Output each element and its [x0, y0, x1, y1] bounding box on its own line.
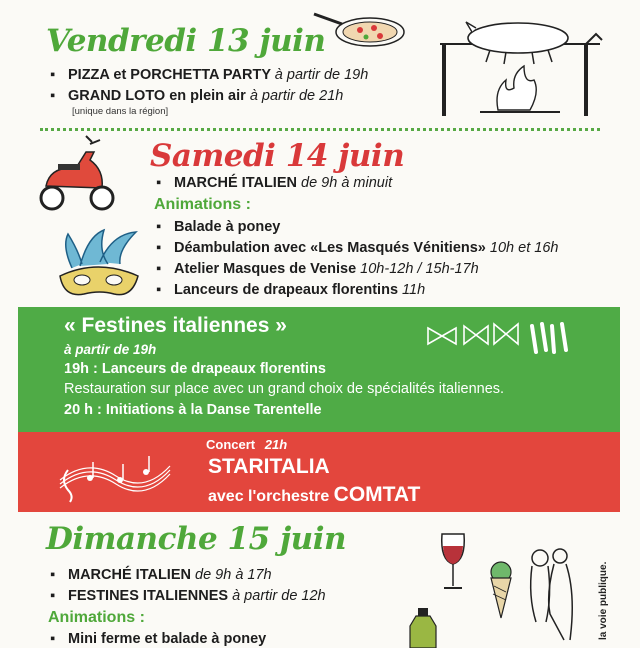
item-italic: à partir de 19h	[274, 67, 369, 83]
couple-illustration	[520, 546, 584, 640]
friday-item-loto	[50, 87, 343, 105]
wine-glass-illustration	[438, 532, 468, 592]
sunday-anim-farm	[50, 630, 266, 648]
item-bold: Lanceurs de drapeaux florentins	[174, 282, 399, 298]
friday-item-pizza	[50, 66, 368, 84]
bullet: ▪	[50, 588, 56, 604]
item-bold: Balade à poney	[174, 219, 281, 235]
item-bold: MARCHÉ ITALIEN	[174, 175, 297, 191]
bullet: ▪	[50, 631, 56, 647]
item-italic: 10h et 16h	[489, 240, 559, 256]
saturday-anim-flag-throwers	[156, 281, 425, 299]
concert-time: 21h	[264, 437, 288, 452]
sunday-animations-label: Animations :	[48, 609, 145, 626]
concert-name: STARITALIA	[208, 455, 330, 478]
orchestra-prefix: avec l'orchestre	[208, 488, 330, 505]
bullet: ▪	[156, 282, 162, 298]
item-italic: 11h	[402, 282, 426, 298]
bullet: ▪	[156, 175, 162, 191]
festines-line-dance: 20 h : Initiations à la Danse Tarentelle	[64, 402, 322, 418]
festines-line-food: Restauration sur place avec un grand choix de spécialités italiennes.	[64, 381, 505, 397]
concert-label	[206, 437, 287, 452]
item-italic: à partir de 21h	[249, 88, 344, 104]
pasta-illustration	[424, 318, 584, 356]
music-notes-illustration	[60, 450, 170, 498]
item-bold: PIZZA et PORCHETTA PARTY	[68, 67, 271, 83]
item-bold: Atelier Masques de Venise	[174, 261, 357, 277]
bullet: ▪	[156, 261, 162, 277]
saturday-title: Samedi 14 juin	[150, 138, 405, 174]
friday-note: [unique dans la région]	[72, 106, 169, 117]
bullet: ▪	[156, 219, 162, 235]
festines-title: « Festines italiennes »	[64, 314, 287, 337]
item-italic: de 9h à 17h	[195, 567, 272, 583]
friday-title: Vendredi 13 juin	[46, 23, 326, 59]
porchetta-roast-illustration	[440, 12, 605, 118]
item-italic: de 9h à minuit	[301, 175, 393, 191]
item-bold: Déambulation avec «Les Masqués Vénitiens»	[174, 240, 486, 256]
bullet: ▪	[50, 67, 56, 83]
item-bold: Mini ferme et balade à poney	[68, 631, 267, 647]
ice-cream-illustration	[486, 560, 516, 620]
scooter-illustration	[32, 134, 122, 216]
sunday-title: Dimanche 15 juin	[46, 521, 347, 557]
concert-label-text: Concert	[206, 437, 256, 452]
saturday-animations-label: Animations :	[154, 196, 251, 213]
bullet: ▪	[50, 567, 56, 583]
saturday-anim-pony	[156, 218, 280, 236]
item-bold: FESTINES ITALIENNES	[68, 588, 229, 604]
divider-dots	[40, 128, 600, 131]
olive-oil-bottle-illustration	[402, 608, 446, 648]
saturday-anim-masks-workshop	[156, 260, 479, 278]
festines-subtitle: à partir de 19h	[64, 342, 157, 357]
item-italic: à partir de 12h	[232, 588, 326, 604]
side-note: la voie publique.	[598, 561, 609, 640]
concert-orchestra	[208, 483, 420, 507]
sunday-item-market	[50, 566, 272, 584]
item-bold: GRAND LOTO en plein air	[68, 88, 246, 104]
sunday-item-festines	[50, 587, 326, 605]
saturday-item-market	[156, 174, 392, 192]
venetian-mask-illustration	[50, 226, 146, 304]
saturday-anim-deambulation	[156, 239, 558, 257]
bullet: ▪	[156, 240, 162, 256]
item-bold: MARCHÉ ITALIEN	[68, 567, 191, 583]
pizza-board-illustration	[312, 6, 408, 50]
bullet: ▪	[50, 88, 56, 104]
item-italic: 10h-12h / 15h-17h	[360, 261, 479, 277]
orchestra-name: COMTAT	[333, 483, 421, 506]
festines-line-flags: 19h : Lanceurs de drapeaux florentins	[64, 361, 326, 377]
